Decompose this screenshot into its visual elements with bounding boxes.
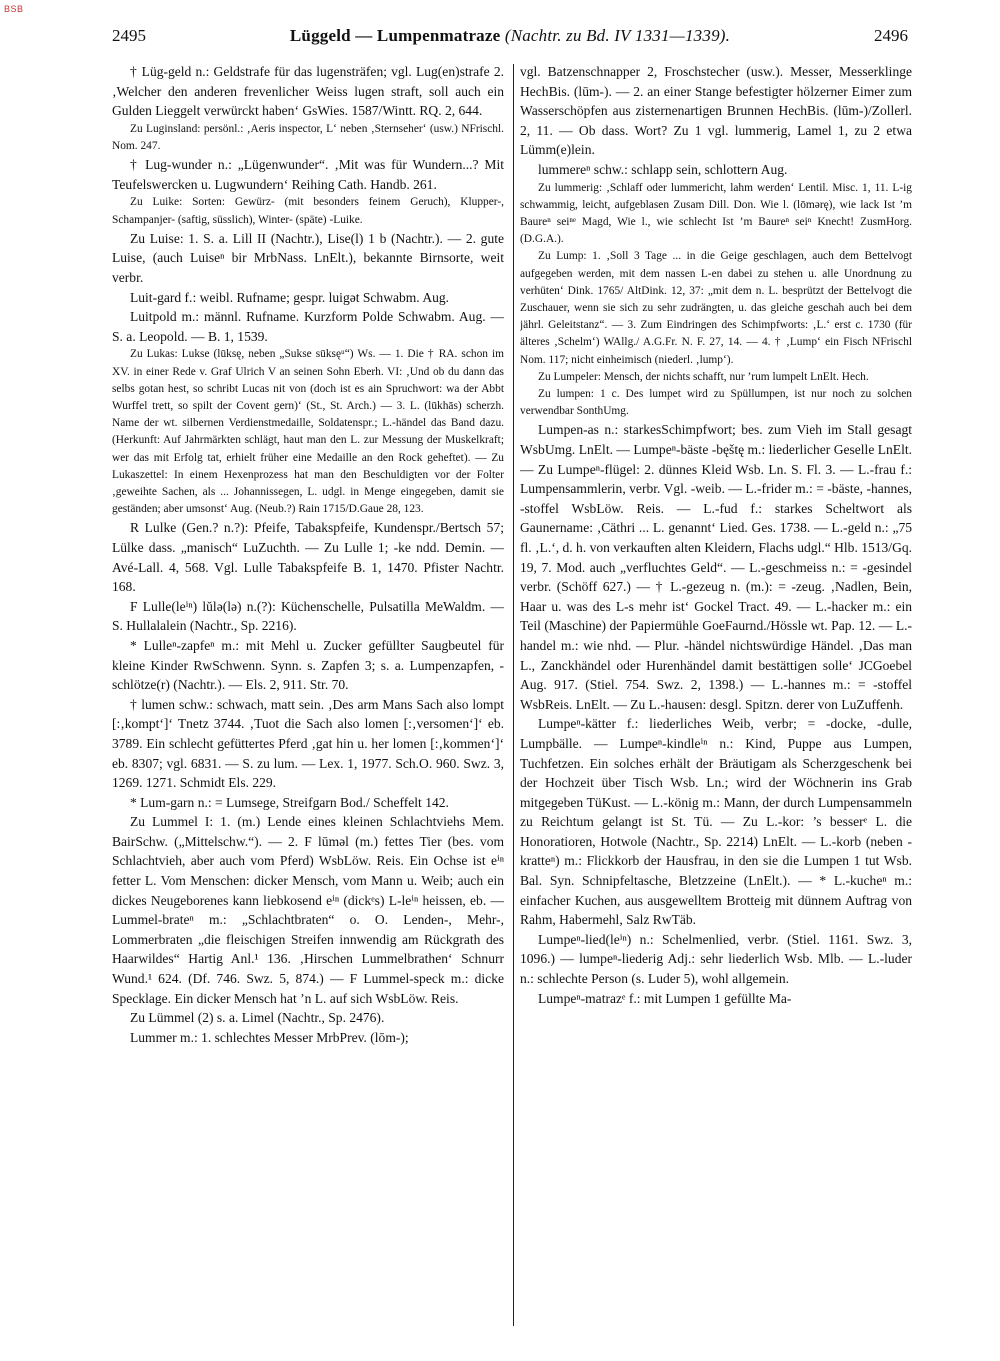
dictionary-entry: Zu Lumpeler: Mensch, der nichts schafft, nur ’rum lumpelt LnElt. Hech. <box>538 370 869 383</box>
dictionary-entry: † Lüg-geld n.: Geldstrafe für das lugensträfen; vgl. Lug(en)strafe 2. ‚Welcher den anderen frevenlicher Weiss lugen straft, soll auch ein Gulden Lieggelt verwürckt haben‘ GsWies. 1587/Wintt. RQ. 2, 644. <box>112 64 504 119</box>
dictionary-entry: Lumpeⁿ-matrazᵉ f.: mit Lumpen 1 gefüllte Ma- <box>538 990 792 1006</box>
dictionary-entry: Zu Lümmel (2) s. a. Limel (Nachtr., Sp. 2476). <box>130 1010 385 1026</box>
column-divider <box>513 64 514 1326</box>
dictionary-entry: † lumen schw.: schwach, matt sein. ‚Des arm Mans Sach also lompt [:‚kompt‘]‘ Tnetz 3744. ‚Tuot die Sach also lomen [:‚versomen‘]‘ eb. 3789. Ein schlecht gefüttertes Pferd ‚gat hin u. her lomen [:‚kommen‘]‘ eb. 8307; vgl. 6831. — S. zu lum. — Lex. 1, 1977. Sch.O. 960. Swz. 3, 1269. 1271. Schmidt Els. 229. <box>112 696 504 791</box>
dictionary-entry: Lumpeⁿ-kätter f.: liederliches Weib, verbr; = -docke, -dulle, Lumpbälle. — Lumpeⁿ-kindleⁱⁿ n.: Kind, Puppe aus Lumpen, Tuchfetzen. Ein solches erhält der Bräutigam als Scherzgeschenk bei der Hochzeit über Tisch Wsb. Ln.; wird der Wöchnerin ins Grab mitgegeben TüKust. — L.-könig m.: Mann, der durch Lumpensammeln zu Reichtum gelangt ist St. Tü. — Zu L.-kor: ’s besserᵉ L. die Honoratioren, Hotwole (Nachtr., Sp. 2214) LnElt. — L.-korb (neben -kratteⁿ) m.: Flickkorb der Hausfrau, in den sie die Lumpen 1 tut Wsb. Bal. Syn. Schnipfeltasche, Bletzzeine (LnElt.). — * L.-kucheⁿ m.: einfacher Kuchen, aus ausgewelltem Brotteig mit dünnem Auftrag von Rahm, Habermehl, Salz RwTäb. <box>520 716 912 928</box>
dictionary-entry: F Lulle(leⁱⁿ) lŭlə(lə) n.(?): Küchenschelle, Pulsatilla MeWaldm. — S. Hullalalein (Nachtr., Sp. 2216). <box>112 598 504 634</box>
title-subtitle: (Nachtr. zu Bd. IV 1331—1339). <box>504 26 731 45</box>
dictionary-entry: Lummer m.: 1. schlechtes Messer MrbPrev. (lōm-); <box>130 1029 409 1045</box>
dictionary-entry: † Lug-wunder n.: „Lügenwunder“. ‚Mit was für Wundern...? Mit Teufelswercken u. Lugwundern‘ Reihing Cath. Handb. 261. <box>112 157 504 192</box>
dictionary-entry: vgl. Batzenschnapper 2, Froschstecher (usw.). Messer, Messerklinge HechBis. (lūm-). — 2. an einer Stange befestigter hölzerner Eimer zum Wasserschöpfen aus zisternenartigen Brunnen HechBis. (lūm-)/Zollerl. 2, 11. — Ob dass. Wort? Zu 1 vgl. lummerig, Lamel 1, zu 2 etwa Lümm(e)lein. <box>520 64 912 158</box>
page-number-left: 2495 <box>112 26 146 45</box>
dictionary-entry: Zu Luise: 1. S. a. Lill II (Nachtr.), Lise(l) 1 b (Nachtr.). — 2. gute Luise, (auch Luiseⁿ bir MrbNass. LnElt.), bekannte Birnsorte, weit verbr. <box>112 230 504 285</box>
dictionary-entry: * Lulleⁿ-zapfeⁿ m.: mit Mehl u. Zucker gefüllter Saugbeutel für kleine Kinder RwSchwenn. Synn. s. Zapfen 3; s. a. Lumpenzapfen, -schlötze(r) (Nachtr.). — Els. 2, 911. Str. 70. <box>112 637 504 693</box>
left-column <box>112 62 504 1334</box>
page-header <box>112 26 908 48</box>
dictionary-entry: Zu lumpen: 1 c. Des lumpet wird zu Spüllumpen, ist nur noch zu solchen verwendbar SonthUmg. <box>520 388 912 418</box>
dictionary-entry: Lumpeⁿ-lied(leⁱⁿ) n.: Schelmenlied, verbr. (Stiel. 1161. Swz. 3, 1096.) — lumpeⁿ-liederig Adj.: sehr liederlich Wsb. Mlb. — L.-luder n.: schlechte Person (s. Luder 5), wohl allgemein. <box>520 931 912 987</box>
right-column <box>520 62 912 1334</box>
page-number-right: 2496 <box>873 26 908 45</box>
title-main: Lüggeld — Lumpenmatraze <box>289 26 501 45</box>
dictionary-entry: * Lum-garn n.: = Lumsege, Streifgarn Bod./ Scheffelt 142. <box>130 794 449 810</box>
dictionary-page <box>112 56 912 1336</box>
dictionary-entry: Zu Lukas: Lukse (lūksę, neben „Sukse sūksęᵘ“) Ws. — 1. Die † RA. schon im XV. in einer Rede v. Graf Ulrich V an seinen Sohn Eberh. VI: ‚Und ob du dann das selbs gotan hest, so schribt Lucas nit von (doch ist es ain Spruchwort: wa der Abbt Wurffel trett, so spilt der Covent gern)‘ (St., St. Arch.) — 3. L. (lūkhās) scherzh. Name der wt. silbernen Verdienstmedaille, Soldatenspr.; L.-händel das Band dazu. (Herkunft: Auf Jahrmärkten schlägt, haut man den L. zur Messung der Muskelkraft; wer das mit Erfolg tat, erhielt früher eine Medaille an den Rock geheftet). — Zu Lukaszettel: In einem Hexenprozess hat man den Beschuldigten vor der Folter ‚geweihte Sachen, als ... Johannissegen, L. udgl. in Menge eingegeben, damit sie geständen; aber umsonst‘ Aug. (Neub.?) Rain 1715/D.Gaue 28, 123. <box>112 348 504 516</box>
dictionary-entry: Luit-gard f.: weibl. Rufname; gespr. luigət Schwabm. Aug. <box>130 289 450 305</box>
library-stamp: BSB <box>4 4 24 14</box>
dictionary-entry: Zu Lump: 1. ‚Soll 3 Tage ... in die Geige geschlagen, auch dem Bettelvogt aufgegeben werden, mit dem nassen L-en dabei zu stehen u. alle Unordnung zu verhüten‘ Dink. 1765/ AltDink. 12, 37: „mit dem n. L. besprützt der Bettelvogt die Zuschauer, wenn sie sich zu sehr zudrängten, u. das gleiche geschah auch bei dem jährl. Geleitstanz“. — 3. Zum Eindringen des Schimpfworts: ‚L.‘ erst c. 1730 (für älteres ‚Schelm‘) WAllg./ A.G.Fr. N. F. 27, 14. — 4. † ‚Lump‘ ein Fisch NFrischl Nom. 117; nicht einheimisch (niederl. ‚lump‘). <box>520 250 912 366</box>
dictionary-entry: Zu Luike: Sorten: Gewürz- (mit besonders feinem Geruch), Klupper-, Schampanjer- (saftig, süsslich), Winter- (späte) -Luike. <box>112 196 504 226</box>
running-title <box>290 26 730 46</box>
dictionary-entry: Zu Luginsland: persönl.: ‚Aeris inspector, L‘ neben ‚Sternseher‘ (usw.) NFrischl. Nom. 247. <box>112 122 504 152</box>
dictionary-entry: R Lulke (Gen.? n.?): Pfeife, Tabakspfeife, Kundenspr./Bertsch 57; Lülke dass. „manisch“ LuZuchth. — Zu Lulle 1; -ke ndd. Demin. — Avé-Lall. 4, 568. Vgl. Lulle Tabakspfeife B. 1, 1470. Pfister Nachtr. 168. <box>112 520 504 595</box>
dictionary-entry: Lumpen-as n.: starkesSchimpfwort; bes. zum Vieh im Stall gesagt WsbUmg. LnElt. — Lumpeⁿ-bäste -bęštę m.: liederlicher Geselle LnElt. — Zu Lumpeⁿ-flügel: 2. dünnes Kleid Wsb. Ln. S. Fl. 3. — L.-frau f.: Lumpensammlerin, verbr. Vgl. -weib. — L.-frider m.: = -bäste, -hannes, -stoffel WsbLöw. Reis. — L.-fud f.: starkes Scheltwort als Gaunername: ‚Cäthri ... L. genannt‘ Lied. Ges. 1738. — L.-geld n.: „75 fl. ‚L.‘, d. h. von verkauften alten Kleidern, Flachs udgl.“ Hlb. 1513/Gq. 19, 7. Mod. auch „verfluchtes Geld“. — L.-geschmeiss n.: = -gesindel verbr. (Schöff 627.) — † L.-gezeug n. (m.): = -zeug. ‚Nadlen, Bein, Haar u. was des L-s mehr ist‘ Gockel Tract. 49. — L.-hacker m.: ein Teil (Maschine) der Papiermühle GoeFaurnd./Hössle wt. Pap. 12. — L.-handel m.: wie nhd. — Plur. -händel nichtswürdige Händel. ‚Das man L., Zanckhändel oder Hurenhändel damit bestättigen solle‘ JCGoebel Aug. 917. (Stiel. 754. Swz. 2, 1398.) — L.-hannes m.: = -stoffel WsbReis. LnElt. — Zu L.-hausen: desgl. Spitzn. derer von LuZuffenh. <box>520 422 912 712</box>
dictionary-entry: Luitpold m.: männl. Rufname. Kurzform Polde Schwabm. Aug. — S. a. Leopold. — B. 1, 1539. <box>112 309 504 344</box>
dictionary-entry: Zu Lummel I: 1. (m.) Lende eines kleinen Schlachtviehs Mem. BairSchw. („Mittelschw.“). — 2. F lūməl (m.) fettes Tier (bes. vom Schlachtvieh, aber auch vom Pferd) WsbLöw. Reis. Ein Ochse ist eⁱⁿ fetter L. Vom Menschen: dicker Mensch, vom Mann u. Weib; auch ein dickes Neugeborenes kann liebkosend eⁱⁿ (dickᵉs) L-leⁱⁿ heissen, eb. — Lummel-brateⁿ m.: „Schlachtbraten“ o. O. Lenden-, Mehr-, Lommerbraten „die fleischigen Streifen innwendig am Rückgrath des Haarwildes“ Hartig Anl.¹ 136. ‚Hirschen Lummelbrathen‘ Schnurr Wund.¹ 624. (Df. 746. Swz. 5, 874.) — F Lummel-speck m.: dicke Specklage. Ein dicker Mensch hat ’n L. auf sich WsbLöw. Reis. <box>112 814 504 1006</box>
dictionary-entry: lummereⁿ schw.: schlapp sein, schlottern Aug. <box>538 161 788 177</box>
dictionary-entry: Zu lummerig: ‚Schlaff oder lummericht, lahm werden‘ Lentil. Misc. 1, 11. L-ig schwammig, leicht, aufgeblasen Zusam Dill. Don. Wie l. (lōmərę), wie lack Ist ’m Baureⁿ seiⁿᵉ Magd, Wie l., wie schlecht Ist ’m Baureⁿ seiⁿ Knecht! ZusmHorg. (D.G.A.). <box>520 181 912 246</box>
